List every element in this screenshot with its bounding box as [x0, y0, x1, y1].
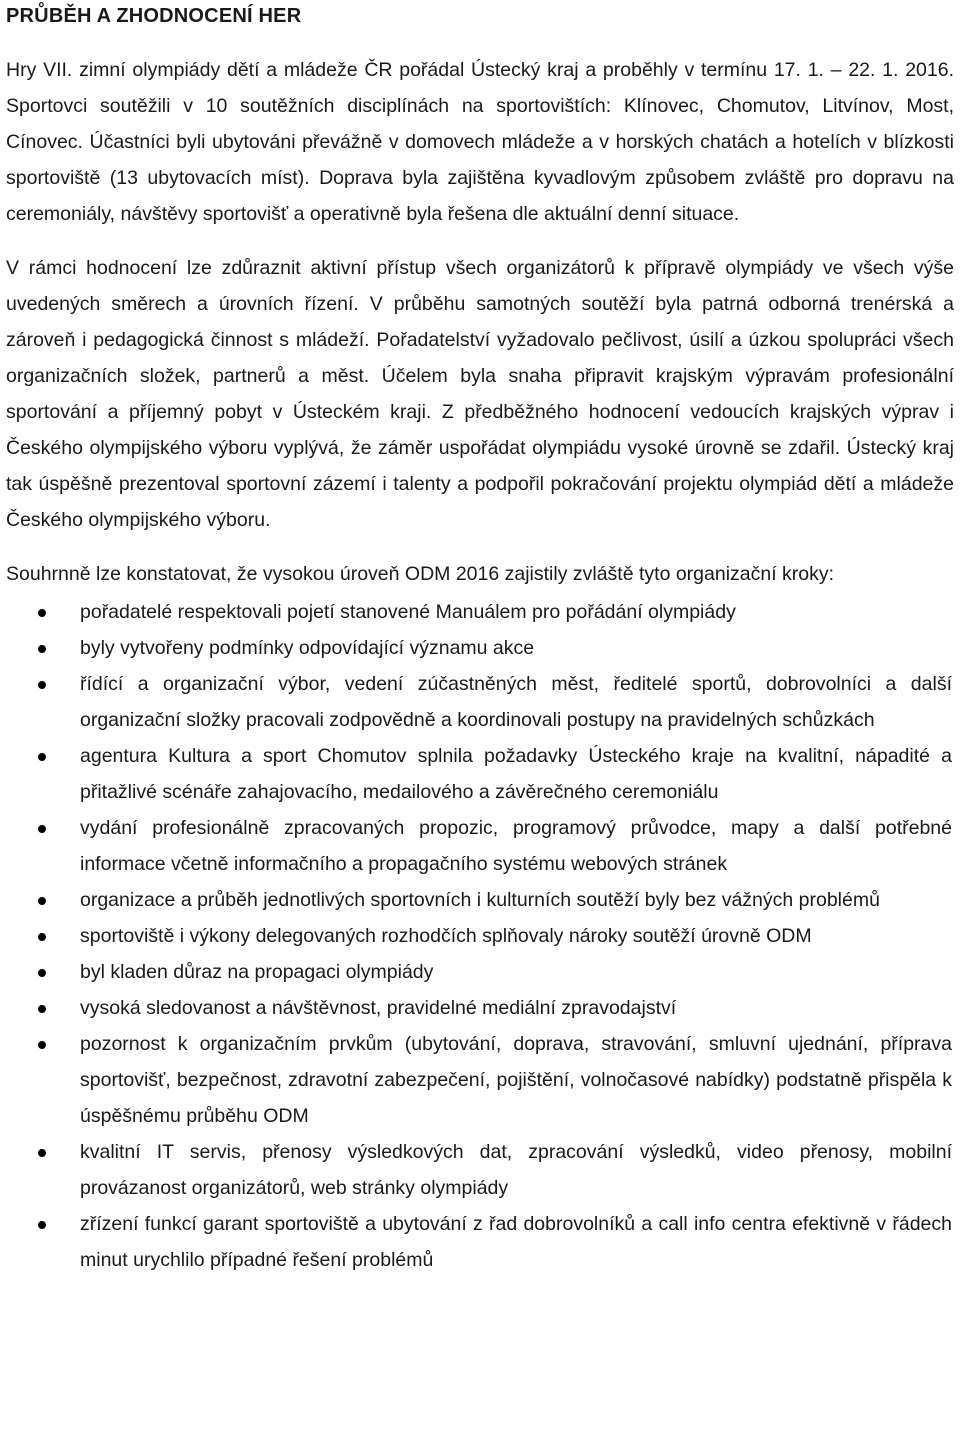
- bullet-icon: [38, 753, 46, 761]
- list-item: [6, 954, 954, 990]
- list-item: [6, 918, 954, 954]
- organizational-steps-list: [6, 594, 954, 1278]
- paragraph-summary: Souhrnně lze konstatovat, že vysokou úroveň ODM 2016 zajistily zvláště tyto organizační kroky:: [6, 563, 835, 585]
- list-item-text: zřízení funkcí garant sportoviště a ubytování z řad dobrovolníků a call info centra efektivně v řádech minut urychlilo případné řešení problémů: [80, 1213, 952, 1271]
- document-page: [0, 4, 960, 1456]
- list-item: [6, 594, 954, 630]
- list-item: [6, 810, 954, 882]
- bullet-icon: [38, 645, 46, 653]
- paragraph-intro: Hry VII. zimní olympiády dětí a mládeže ČR pořádal Ústecký kraj a proběhly v termínu 17. 1. – 22. 1. 2016. Sportovci soutěžili v 10 soutěžních disciplínách na sportovištích: Klínovec, Chomutov, Litvínov, Most, Cínovec. Účastníci byli ubytováni převážně v domovech mládeže a v horských chatách a hotelích v blízkosti sportoviště (13 ubytovacích míst). Doprava byla zajištěna kyvadlovým způsobem zvláště pro dopravu na ceremoniály, návštěvy sportovišť a operativně byla řešena dle aktuální denní situace.: [6, 59, 954, 225]
- list-item: [6, 738, 954, 810]
- list-item-text: pozornost k organizačním prvkům (ubytování, doprava, stravování, smluvní ujednání, příprava sportovišť, bezpečnost, zdravotní zabezpečení, pojištění, volnočasové nabídky) podstatně přispěla k úspěšnému průběhu ODM: [80, 1033, 952, 1127]
- document-heading: PRŮBĚH A ZHODNOCENÍ HER: [6, 5, 302, 27]
- bullet-icon: [38, 825, 46, 833]
- list-item: [6, 882, 954, 918]
- list-item: [6, 666, 954, 738]
- list-item-text: pořadatelé respektovali pojetí stanovené Manuálem pro pořádání olympiády: [80, 601, 736, 623]
- list-item: [6, 990, 954, 1026]
- bullet-icon: [38, 1005, 46, 1013]
- list-item-text: byly vytvořeny podmínky odpovídající významu akce: [80, 637, 535, 659]
- bullet-icon: [38, 1041, 46, 1049]
- list-item-text: vysoká sledovanost a návštěvnost, pravidelné mediální zpravodajství: [80, 997, 677, 1019]
- bullet-icon: [38, 1149, 46, 1157]
- list-item: [6, 1206, 954, 1278]
- bullet-icon: [38, 1221, 46, 1229]
- paragraph-evaluation: V rámci hodnocení lze zdůraznit aktivní přístup všech organizátorů k přípravě olympiády ve všech výše uvedených směrech a úrovních řízení. V průběhu samotných soutěží byla patrná odborná trenérská a zároveň i pedagogická činnost s mládeží. Pořadatelství vyžadovalo pečlivost, úsilí a úzkou spolupráci všech organizačních složek, partnerů a měst. Účelem byla snaha připravit krajským výpravám profesionální sportování a příjemný pobyt v Ústeckém kraji. Z předběžného hodnocení vedoucích krajských výprav i Českého olympijského výboru vyplývá, že záměr uspořádat olympiádu vysoké úrovně se zdařil. Ústecký kraj tak úspěšně prezentoval sportovní zázemí i talenty a podpořil pokračování projektu olympiád dětí a mládeže Českého olympijského výboru.: [6, 257, 954, 531]
- list-item: [6, 630, 954, 666]
- list-item-text: agentura Kultura a sport Chomutov splnila požadavky Ústeckého kraje na kvalitní, nápadité a přitažlivé scénáře zahajovacího, medailového a závěrečného ceremoniálu: [80, 745, 952, 803]
- bullet-icon: [38, 969, 46, 977]
- list-item-text: sportoviště i výkony delegovaných rozhodčích splňovaly nároky soutěží úrovně ODM: [80, 925, 812, 947]
- list-item-text: kvalitní IT servis, přenosy výsledkových dat, zpracování výsledků, video přenosy, mobilní provázanost organizátorů, web stránky olympiády: [80, 1141, 952, 1199]
- list-item: [6, 1026, 954, 1134]
- bullet-icon: [38, 609, 46, 617]
- bullet-icon: [38, 681, 46, 689]
- list-item-text: byl kladen důraz na propagaci olympiády: [80, 961, 434, 983]
- bullet-icon: [38, 933, 46, 941]
- list-item: [6, 1134, 954, 1206]
- list-item-text: organizace a průběh jednotlivých sportovních i kulturních soutěží byly bez vážných problémů: [80, 889, 880, 911]
- list-item-text: řídící a organizační výbor, vedení zúčastněných měst, ředitelé sportů, dobrovolníci a další organizační složky pracovali zodpovědně a koordinovali postupy na pravidelných schůzkách: [80, 673, 952, 731]
- bullet-icon: [38, 897, 46, 905]
- list-item-text: vydání profesionálně zpracovaných propozic, programový průvodce, mapy a další potřebné informace včetně informačního a propagačního systému webových stránek: [80, 817, 952, 875]
